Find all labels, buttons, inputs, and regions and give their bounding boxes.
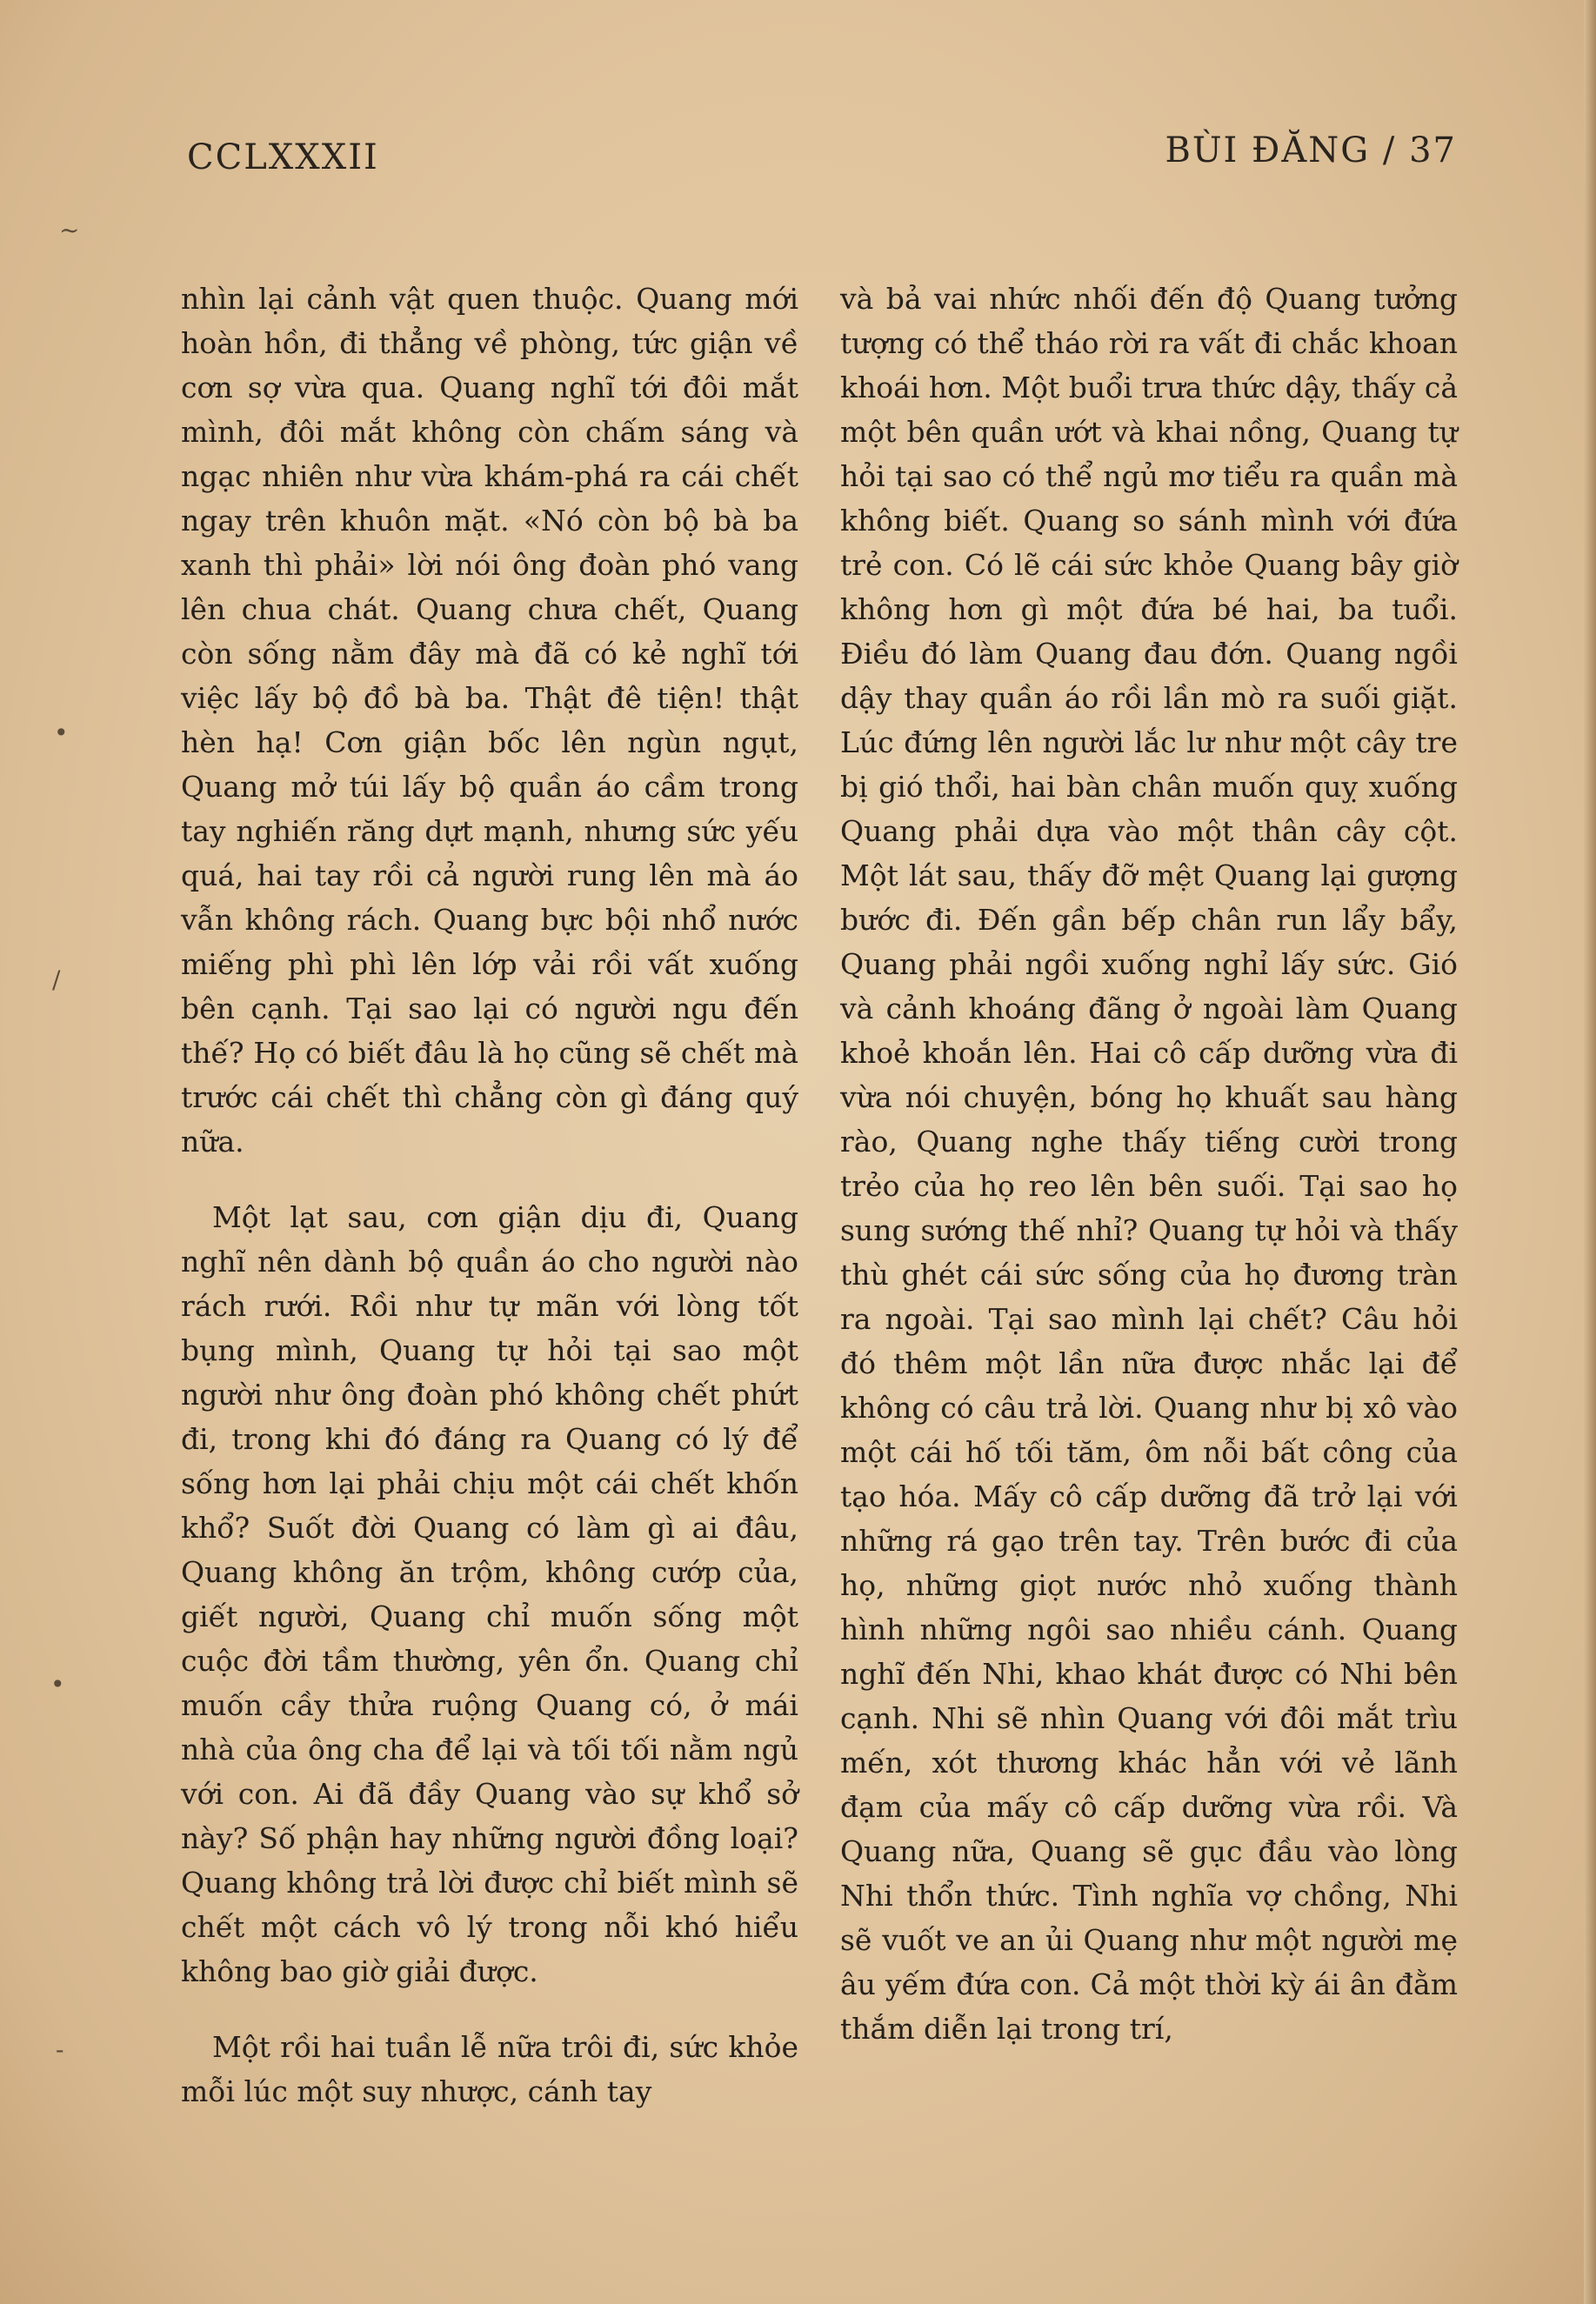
- paragraph: Một lạt sau, cơn giận dịu đi, Quang nghĩ nên dành bộ quần áo cho người nào rách rưới. Rồi như tự mãn với lòng tốt bụng mình, Quang tự hỏi tại sao một người như ông đoàn phó không chết phứt đi, trong khi đó đáng ra Quang có lý để sống hơn lại phải chịu một cái chết khốn khổ? Suốt đời Quang có làm gì ai đâu, Quang không ăn trộm, không cướp của, giết người, Quang chỉ muốn sống một cuộc đời tầm thường, yên ổn. Quang chỉ muốn cầy thửa ruộng Quang có, ở mái nhà của ông cha để lại và tối tối nằm ngủ với con. Ai đã đầy Quang vào sự khổ sở này? Số phận hay những người đồng loại? Quang không trả lời được chỉ biết mình sẽ chết một cách vô lý trong nỗi khó hiểu không bao giờ giải được.: [181, 1200, 798, 1988]
- paragraph: và bả vai nhức nhối đến độ Quang tưởng tượng có thể tháo rời ra vất đi chắc khoan khoái hơn. Một buổi trưa thức dậy, thấy cả một bên quần ướt và khai nồng, Quang tự hỏi tại sao có thể ngủ mơ tiểu ra quần mà không biết. Quang so sánh mình với đứa trẻ con. Có lẽ cái sức khỏe Quang bây giờ không hơn gì một đứa bé hai, ba tuổi. Điều đó làm Quang đau đớn. Quang ngồi dậy thay quần áo rồi lần mò ra suối giặt. Lúc đứng lên người lắc lư như một cây tre bị gió thổi, hai bàn chân muốn quỵ xuống Quang phải dựa vào một thân cây cột. Một lát sau, thấy đỡ mệt Quang lại gượng bước đi. Đến gần bếp chân run lẩy bẩy, Quang phải ngồi xuống nghỉ lấy sức. Gió và cảnh khoáng đãng ở ngoài làm Quang khoẻ khoắn lên. Hai cô cấp dưỡng vừa đi vừa nói chuyện, bóng họ khuất sau hàng rào, Quang nghe thấy tiếng cười trong trẻo của họ reo lên bên suối. Tại sao họ sung sướng thế nhỉ? Quang tự hỏi và thấy thù ghét cái sức sống của họ đương tràn ra ngoài. Tại sao mình lại chết? Câu hỏi đó thêm một lần nữa được nhắc lại để không có câu trả lời. Quang như bị xô vào một cái hố tối tăm, ôm nỗi bất công của tạo hóa. Mấy cô cấp dưỡng đã trở lại với những rá gạo trên tay. Trên bước đi của họ, những giọt nước nhỏ xuống thành hình những ngôi sao nhiều cánh. Quang nghĩ đến Nhi, khao khát được có Nhi bên cạnh. Nhi sẽ nhìn Quang với đôi mắt trìu mến, xót thương khác hẳn với vẻ lãnh đạm của mấy cô cấp dưỡng vừa rồi. Và Quang nữa, Quang sẽ gục đầu vào lòng Nhi thổn thức. Tình nghĩa vợ chồng, Nhi sẽ vuốt ve an ủi Quang như một người mẹ âu yếm đứa con. Cả một thời kỳ ái ân đằm thắm diễn lại trong trí,: [840, 282, 1458, 2046]
- margin-mark: /: [52, 965, 61, 994]
- text-column-left: [181, 277, 798, 2114]
- text-column-right: [840, 277, 1458, 2051]
- margin-mark: ~: [59, 216, 80, 244]
- margin-mark: -: [56, 2035, 64, 2064]
- author-page-number: BÙI ĐĂNG / 37: [1165, 130, 1457, 170]
- page-edge: [1584, 0, 1596, 2304]
- margin-mark: •: [54, 718, 69, 747]
- paragraph: nhìn lại cảnh vật quen thuộc. Quang mới hoàn hồn, đi thẳng về phòng, tức giận về cơn sợ vừa qua. Quang nghĩ tới đôi mắt mình, đôi mắt không còn chấm sáng và ngạc nhiên như vừa khám-phá ra cái chết ngay trên khuôn mặt. «Nó còn bộ bà ba xanh thì phải» lời nói ông đoàn phó vang lên chua chát. Quang chưa chết, Quang còn sống nằm đây mà đã có kẻ nghĩ tới việc lấy bộ đồ bà ba. Thật đê tiện! thật hèn hạ! Cơn giận bốc lên ngùn ngụt, Quang mở túi lấy bộ quần áo cầm trong tay nghiến răng dựt mạnh, nhưng sức yếu quá, hai tay rồi cả người rung lên mà áo vẫn không rách. Quang bực bội nhổ nước miếng phì phì lên lớp vải rồi vất xuống bên cạnh. Tại sao lại có người ngu đến thế? Họ có biết đâu là họ cũng sẽ chết mà trước cái chết thì chẳng còn gì đáng quý nữa.: [181, 282, 798, 1159]
- paragraph: Một rồi hai tuần lễ nữa trôi đi, sức khỏe mỗi lúc một suy nhược, cánh tay: [181, 2030, 798, 2108]
- margin-mark: •: [50, 1670, 65, 1699]
- issue-number: CCLXXXII: [187, 137, 379, 177]
